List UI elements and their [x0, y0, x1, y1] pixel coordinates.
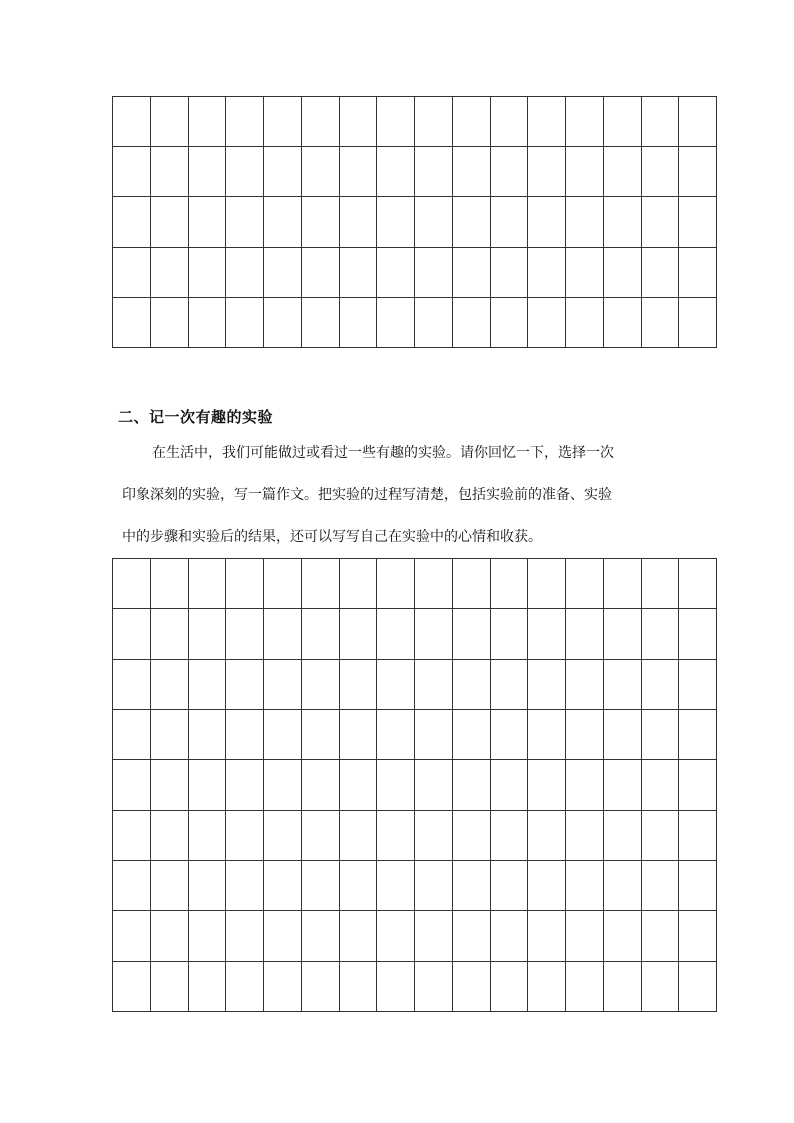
grid-cell — [226, 760, 264, 810]
writing-grid-top — [112, 96, 717, 348]
grid-cell — [189, 760, 227, 810]
grid-cell — [453, 911, 491, 961]
grid-cell — [453, 962, 491, 1012]
grid-cell — [340, 811, 378, 861]
grid-cell — [566, 710, 604, 760]
grid-cell — [566, 811, 604, 861]
grid-cell — [377, 811, 415, 861]
grid-cell — [528, 660, 566, 710]
grid-cell — [151, 660, 189, 710]
grid-cell — [189, 559, 227, 609]
grid-cell — [302, 559, 340, 609]
grid-cell — [340, 97, 378, 147]
grid-cell — [264, 911, 302, 961]
grid-cell — [642, 710, 680, 760]
grid-cell — [679, 760, 717, 810]
grid-cell — [340, 660, 378, 710]
grid-cell — [113, 861, 151, 911]
writing-grid-bottom — [112, 558, 717, 1012]
grid-cell — [340, 710, 378, 760]
grid-cell — [415, 609, 453, 659]
grid-cell — [679, 660, 717, 710]
grid-cell — [642, 660, 680, 710]
grid-cell — [528, 962, 566, 1012]
grid-cell — [604, 911, 642, 961]
grid-cell — [679, 962, 717, 1012]
grid-cell — [453, 861, 491, 911]
grid-cell — [566, 660, 604, 710]
grid-cell — [679, 298, 717, 348]
grid-cell — [302, 147, 340, 197]
grid-cell — [340, 609, 378, 659]
grid-cell — [528, 298, 566, 348]
grid-cell — [604, 559, 642, 609]
grid-cell — [453, 147, 491, 197]
grid-cell — [566, 962, 604, 1012]
grid-cell — [113, 660, 151, 710]
grid-cell — [679, 710, 717, 760]
grid-cell — [113, 911, 151, 961]
grid-cell — [491, 811, 529, 861]
grid-cell — [226, 911, 264, 961]
grid-cell — [566, 97, 604, 147]
grid-cell — [528, 911, 566, 961]
grid-cell — [302, 861, 340, 911]
grid-cell — [415, 962, 453, 1012]
grid-cell — [264, 710, 302, 760]
grid-cell — [642, 811, 680, 861]
grid-cell — [491, 861, 529, 911]
grid-cell — [340, 197, 378, 247]
grid-cell — [453, 811, 491, 861]
grid-cell — [566, 197, 604, 247]
grid-cell — [491, 609, 529, 659]
section-heading: 二、记一次有趣的实验 — [118, 408, 274, 426]
grid-cell — [113, 559, 151, 609]
grid-cell — [264, 248, 302, 298]
grid-cell — [566, 609, 604, 659]
grid-cell — [491, 147, 529, 197]
grid-cell — [604, 97, 642, 147]
grid-cell — [151, 609, 189, 659]
grid-cell — [264, 298, 302, 348]
grid-cell — [528, 147, 566, 197]
grid-cell — [528, 248, 566, 298]
grid-cell — [604, 609, 642, 659]
grid-cell — [113, 609, 151, 659]
grid-cell — [189, 147, 227, 197]
grid-cell — [566, 911, 604, 961]
grid-cell — [491, 962, 529, 1012]
grid-cell — [604, 298, 642, 348]
grid-cell — [491, 710, 529, 760]
grid-cell — [151, 248, 189, 298]
prompt-line: 中的步骤和实验后的结果，还可以写写自己在实验中的心情和收获。 — [122, 529, 542, 545]
grid-cell — [189, 298, 227, 348]
grid-cell — [226, 97, 264, 147]
grid-cell — [340, 298, 378, 348]
grid-cell — [340, 962, 378, 1012]
grid-cell — [264, 197, 302, 247]
grid-cell — [226, 248, 264, 298]
grid-cell — [377, 298, 415, 348]
grid-cell — [151, 97, 189, 147]
grid-cell — [340, 147, 378, 197]
grid-cell — [415, 911, 453, 961]
grid-cell — [302, 760, 340, 810]
grid-cell — [189, 911, 227, 961]
grid-cell — [151, 559, 189, 609]
grid-cell — [264, 97, 302, 147]
grid-cell — [226, 609, 264, 659]
grid-cell — [679, 559, 717, 609]
grid-cell — [604, 760, 642, 810]
grid-cell — [642, 197, 680, 247]
grid-cell — [189, 962, 227, 1012]
grid-cell — [340, 760, 378, 810]
grid-cell — [604, 962, 642, 1012]
grid-cell — [642, 147, 680, 197]
grid-cell — [566, 559, 604, 609]
grid-cell — [491, 97, 529, 147]
grid-cell — [415, 248, 453, 298]
grid-cell — [377, 962, 415, 1012]
grid-cell — [377, 861, 415, 911]
grid-cell — [377, 760, 415, 810]
grid-cell — [415, 147, 453, 197]
grid-cell — [453, 710, 491, 760]
grid-cell — [302, 609, 340, 659]
grid-cell — [377, 97, 415, 147]
grid-cell — [226, 660, 264, 710]
grid-cell — [679, 911, 717, 961]
grid-cell — [151, 147, 189, 197]
grid-cell — [189, 248, 227, 298]
grid-cell — [679, 147, 717, 197]
grid-cell — [377, 660, 415, 710]
grid-cell — [377, 609, 415, 659]
grid-cell — [642, 248, 680, 298]
grid-cell — [377, 710, 415, 760]
grid-cell — [642, 559, 680, 609]
grid-cell — [604, 147, 642, 197]
grid-cell — [189, 811, 227, 861]
grid-cell — [189, 710, 227, 760]
grid-cell — [528, 197, 566, 247]
grid-cell — [151, 710, 189, 760]
grid-cell — [679, 861, 717, 911]
grid-cell — [453, 197, 491, 247]
grid-cell — [491, 197, 529, 247]
grid-cell — [415, 298, 453, 348]
grid-cell — [566, 248, 604, 298]
grid-cell — [491, 911, 529, 961]
grid-cell — [679, 97, 717, 147]
grid-cell — [189, 97, 227, 147]
grid-cell — [226, 197, 264, 247]
grid-cell — [491, 248, 529, 298]
grid-cell — [113, 962, 151, 1012]
grid-cell — [113, 760, 151, 810]
grid-cell — [453, 298, 491, 348]
grid-cell — [642, 760, 680, 810]
grid-cell — [642, 298, 680, 348]
grid-cell — [377, 559, 415, 609]
grid-cell — [415, 811, 453, 861]
grid-cell — [566, 147, 604, 197]
grid-cell — [226, 962, 264, 1012]
grid-cell — [264, 559, 302, 609]
grid-cell — [528, 760, 566, 810]
grid-cell — [679, 248, 717, 298]
grid-cell — [226, 559, 264, 609]
grid-cell — [453, 97, 491, 147]
grid-cell — [642, 861, 680, 911]
grid-cell — [302, 962, 340, 1012]
grid-cell — [453, 760, 491, 810]
grid-cell — [113, 97, 151, 147]
grid-cell — [566, 760, 604, 810]
grid-cell — [302, 660, 340, 710]
grid-cell — [566, 298, 604, 348]
grid-cell — [340, 861, 378, 911]
grid-cell — [679, 811, 717, 861]
grid-cell — [415, 710, 453, 760]
grid-cell — [528, 97, 566, 147]
grid-cell — [377, 147, 415, 197]
prompt-line: 在生活中，我们可能做过或看过一些有趣的实验。请你回忆一下，选择一次 — [152, 445, 614, 461]
grid-cell — [151, 760, 189, 810]
grid-cell — [604, 861, 642, 911]
grid-cell — [113, 710, 151, 760]
grid-cell — [491, 660, 529, 710]
grid-cell — [226, 861, 264, 911]
grid-cell — [113, 248, 151, 298]
grid-cell — [189, 660, 227, 710]
grid-cell — [151, 298, 189, 348]
grid-cell — [302, 710, 340, 760]
grid-cell — [642, 609, 680, 659]
grid-cell — [604, 197, 642, 247]
grid-cell — [151, 962, 189, 1012]
grid-cell — [264, 609, 302, 659]
grid-cell — [113, 197, 151, 247]
grid-cell — [151, 911, 189, 961]
grid-cell — [604, 248, 642, 298]
grid-cell — [491, 298, 529, 348]
grid-cell — [264, 760, 302, 810]
grid-cell — [604, 811, 642, 861]
grid-cell — [302, 811, 340, 861]
grid-cell — [377, 248, 415, 298]
grid-cell — [528, 710, 566, 760]
grid-cell — [453, 609, 491, 659]
grid-cell — [113, 298, 151, 348]
grid-cell — [340, 559, 378, 609]
grid-cell — [528, 609, 566, 659]
grid-cell — [415, 197, 453, 247]
grid-cell — [642, 97, 680, 147]
grid-cell — [264, 811, 302, 861]
grid-cell — [151, 197, 189, 247]
grid-cell — [491, 559, 529, 609]
grid-cell — [151, 861, 189, 911]
grid-cell — [528, 811, 566, 861]
grid-cell — [491, 760, 529, 810]
grid-cell — [226, 298, 264, 348]
grid-cell — [642, 962, 680, 1012]
grid-cell — [415, 97, 453, 147]
grid-cell — [226, 147, 264, 197]
grid-cell — [340, 248, 378, 298]
grid-cell — [604, 660, 642, 710]
grid-cell — [415, 760, 453, 810]
grid-cell — [566, 861, 604, 911]
grid-cell — [453, 248, 491, 298]
grid-cell — [415, 559, 453, 609]
grid-cell — [453, 660, 491, 710]
grid-cell — [226, 811, 264, 861]
grid-cell — [642, 911, 680, 961]
grid-cell — [415, 861, 453, 911]
grid-cell — [226, 710, 264, 760]
grid-cell — [264, 660, 302, 710]
grid-cell — [151, 811, 189, 861]
grid-cell — [113, 811, 151, 861]
grid-cell — [302, 298, 340, 348]
grid-cell — [264, 147, 302, 197]
grid-cell — [604, 710, 642, 760]
grid-cell — [189, 197, 227, 247]
grid-cell — [679, 197, 717, 247]
grid-cell — [340, 911, 378, 961]
grid-cell — [679, 609, 717, 659]
grid-cell — [302, 911, 340, 961]
grid-cell — [377, 911, 415, 961]
grid-cell — [377, 197, 415, 247]
grid-cell — [189, 861, 227, 911]
grid-cell — [528, 861, 566, 911]
grid-cell — [189, 609, 227, 659]
prompt-line: 印象深刻的实验，写一篇作文。把实验的过程写清楚，包括实验前的准备、实验 — [122, 487, 612, 503]
grid-cell — [113, 147, 151, 197]
grid-cell — [453, 559, 491, 609]
grid-cell — [264, 962, 302, 1012]
grid-cell — [302, 248, 340, 298]
grid-cell — [415, 660, 453, 710]
grid-cell — [528, 559, 566, 609]
grid-cell — [264, 861, 302, 911]
grid-cell — [302, 197, 340, 247]
grid-cell — [302, 97, 340, 147]
